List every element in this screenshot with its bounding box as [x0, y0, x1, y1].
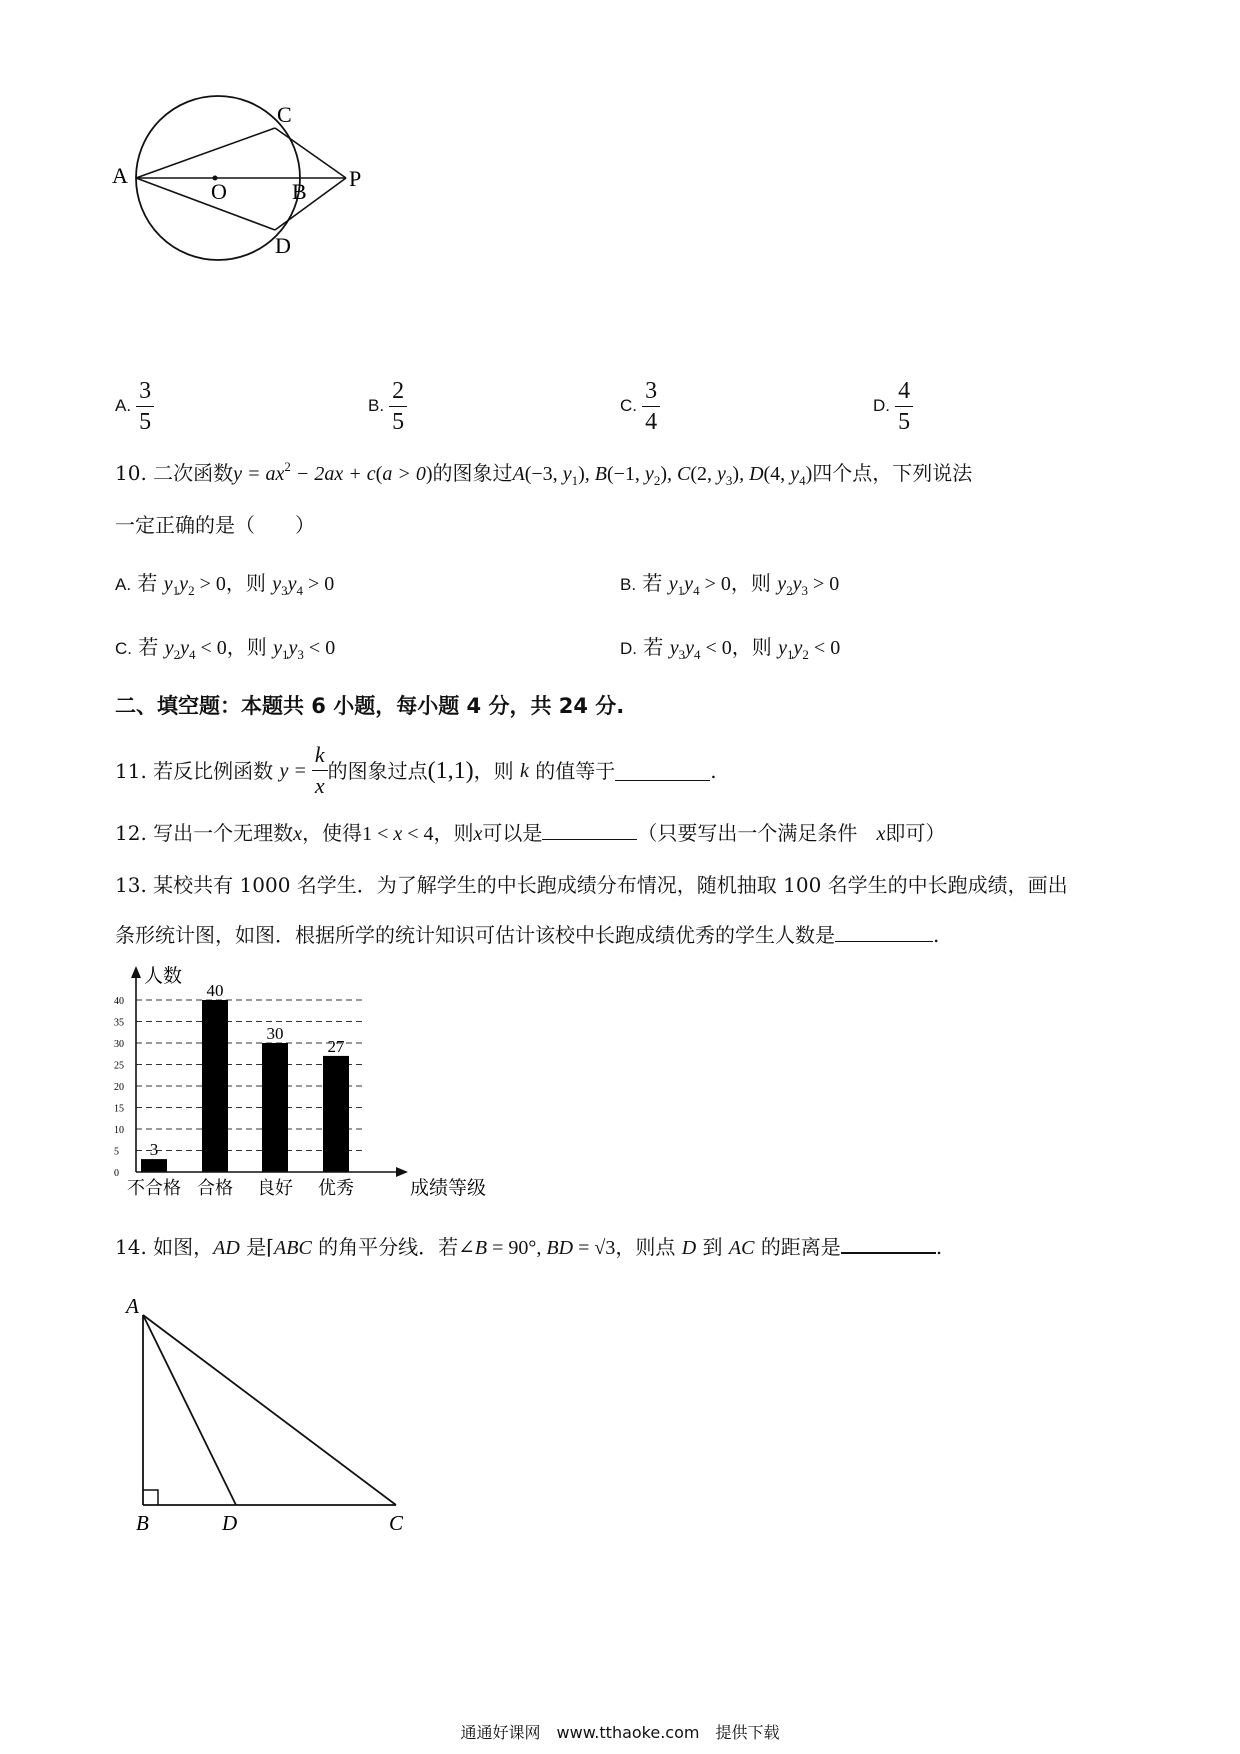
q12-inequality: 1 < x < 4 [362, 823, 434, 845]
q12-answer-blank[interactable] [542, 819, 637, 840]
bar [323, 1056, 349, 1172]
q10-option-b[interactable] [620, 568, 839, 606]
q13-answer-blank[interactable] [835, 921, 933, 942]
q12-text-e: （只要写出一个满足条件 [637, 821, 858, 845]
label-o: O [211, 179, 227, 204]
q9-option-d[interactable] [873, 378, 913, 435]
q11-end: . [710, 758, 717, 783]
q14-end: . [935, 1235, 943, 1259]
label-d: D [222, 1511, 238, 1535]
y-tick-label: 20 [114, 1082, 124, 1093]
label-a: A [112, 163, 128, 188]
q14-text-a: 如图， [153, 1235, 214, 1259]
option-label: B. [368, 396, 385, 415]
category-label: 合格 [197, 1178, 233, 1199]
x-axis-label: 成绩等级 [410, 1177, 487, 1199]
denominator: 4 [645, 409, 658, 435]
y-tick-label: 0 [114, 1168, 119, 1179]
question-number: 10. [115, 461, 147, 485]
q14-ad: AD [213, 1237, 240, 1259]
option-condition: $y_1y_2 > 0$ [163, 573, 226, 598]
option-if: 若 [138, 635, 159, 659]
q11-fraction: $\frac{k}{x}$ [312, 742, 328, 799]
q12-text-f: 即可） [885, 821, 946, 845]
y-tick-label: 5 [114, 1146, 119, 1158]
q14-ac: AC [728, 1237, 755, 1259]
q14-condition: ∠B = 90°, BD = √3 [458, 1237, 616, 1259]
option-then: ，则 [730, 571, 771, 595]
y-tick-label: 40 [114, 996, 124, 1007]
q14 [115, 1232, 942, 1263]
option-condition: $y_3y_4 < 0$ [669, 637, 732, 662]
bar [202, 1000, 228, 1172]
right-angle-mark [143, 1490, 158, 1505]
q10-suffix: 四个点，下列说法 [812, 461, 973, 485]
q10-stem [115, 452, 1135, 496]
triangle-figure [118, 1290, 418, 1540]
q11-text-a: 若反比例函数 [153, 758, 274, 783]
label-c: C [277, 102, 292, 127]
q11-k: k [520, 759, 529, 782]
bar-value-label: 40 [206, 981, 224, 1000]
option-label: D. [873, 396, 890, 415]
option-fraction [895, 378, 913, 435]
q10-option-c[interactable] [115, 632, 335, 670]
chart-data-labels [150, 981, 345, 1159]
numerator: 3 [642, 378, 660, 407]
q12-x: x [293, 823, 303, 845]
option-then: ，则 [731, 635, 772, 659]
segment-dp [275, 178, 346, 230]
label-c: C [389, 1511, 404, 1535]
q12-x2: x [473, 823, 483, 845]
bar-value-label: 3 [149, 1140, 159, 1160]
category-label: 良好 [257, 1178, 293, 1199]
option-result: $y_2y_3 > 0$ [777, 573, 840, 598]
q10-points: A(−3, $y_1$), B(−1, $y_2$), C(2, $y_3$), D(4, $y_4$) [512, 463, 813, 488]
label-b: B [136, 1511, 149, 1535]
option-result: $y_3y_4 > 0$ [272, 573, 335, 598]
option-result: $y_1y_2 < 0$ [778, 637, 841, 662]
label-p: P [349, 166, 362, 191]
option-label: D. [620, 639, 637, 658]
bar [141, 1159, 167, 1172]
option-then: ，则 [226, 635, 267, 659]
segment-ad [143, 1315, 236, 1505]
q10-function: $y = ax^2 - 2ax + c(a > 0)$ [233, 459, 433, 485]
q13-text-line2: 条形统计图，如图．根据所学的统计知识可估计该校中长跑成绩优秀的学生人数是 [115, 923, 835, 947]
q14-triangle: ⌈ABC [266, 1237, 312, 1259]
circle-figure [112, 95, 400, 295]
q10-line2: 一定正确的是（ ） [115, 513, 315, 537]
q11-text-b: 的图象过点 [327, 758, 428, 783]
section-title: 二、填空题：本题共 6 小题，每小题 4 分，共 24 分. [115, 694, 625, 718]
x-axis-arrow [396, 1167, 408, 1177]
option-condition: $y_1y_4 > 0$ [668, 573, 731, 598]
q10-middle: 的图象过 [432, 461, 513, 485]
footer-watermark: 通通好课网 www.tthaoke.com 提供下载 [460, 1723, 780, 1742]
q12-text-d: 可以是 [482, 821, 543, 845]
q13-line1 [115, 870, 1068, 900]
segment-ad [136, 178, 275, 230]
segment-cp [275, 128, 346, 178]
option-if: 若 [137, 571, 158, 595]
q9-option-c[interactable] [620, 378, 660, 435]
option-then: ，则 [225, 571, 266, 595]
q11-answer-blank[interactable] [615, 760, 710, 781]
q9-option-a[interactable] [115, 378, 154, 435]
y-tick-label: 10 [114, 1125, 124, 1136]
q13-end: . [933, 923, 940, 947]
question-number: 11. [115, 758, 147, 783]
y-tick-label: 30 [114, 1039, 124, 1050]
question-number: 14. [115, 1235, 147, 1259]
q11-function: y = [279, 759, 312, 782]
category-label: 不合格 [127, 1178, 181, 1199]
bar-value-label: 27 [327, 1036, 345, 1056]
option-label: C. [115, 639, 132, 658]
question-number: 13. [115, 873, 147, 897]
q14-d: D [681, 1237, 697, 1259]
option-label: B. [620, 575, 637, 594]
option-label: A. [115, 575, 132, 594]
y-tick-label: 35 [114, 1017, 124, 1029]
q14-answer-blank[interactable] [841, 1232, 936, 1254]
q14-text-e: 到 [702, 1235, 723, 1259]
denominator: 5 [139, 409, 152, 435]
q13-line2 [115, 920, 939, 950]
option-if: 若 [642, 571, 663, 595]
y-tick-label: 15 [114, 1103, 124, 1115]
q13-text-line1: 某校共有 1000 名学生．为了解学生的中长跑成绩分布情况，随机抽取 100 名学生的中长跑成绩，画出 [153, 873, 1068, 897]
option-label: A. [115, 396, 132, 415]
q14-text-d: ，则点 [615, 1235, 676, 1259]
q12-text-c: ，则 [433, 821, 474, 845]
numerator: 2 [389, 378, 407, 407]
q11 [115, 742, 717, 799]
y-axis-arrow [131, 966, 141, 978]
option-fraction [389, 378, 407, 435]
option-if: 若 [643, 635, 664, 659]
numerator: 3 [136, 378, 154, 407]
label-d: D [275, 233, 291, 258]
q12 [115, 818, 945, 849]
option-fraction [642, 378, 660, 435]
bar-value-label: 30 [266, 1024, 284, 1043]
option-fraction [136, 378, 154, 435]
numerator: 4 [895, 378, 913, 407]
q9-option-b[interactable] [368, 378, 407, 435]
q12-text-a: 写出一个无理数 [153, 821, 294, 845]
option-result: $y_1y_3 < 0$ [273, 637, 336, 662]
y-tick-label: 25 [114, 1060, 124, 1072]
denominator: 5 [898, 409, 911, 435]
q10-option-d[interactable] [620, 632, 840, 670]
q11-point: (1,1) [427, 757, 474, 784]
q14-text-b: 是 [246, 1235, 267, 1259]
q11-text-c: ，则 [473, 758, 514, 783]
q11-text-d: 的值等于 [535, 758, 616, 783]
q12-x3: x [876, 823, 886, 845]
label-a: A [126, 1294, 139, 1318]
option-condition: $y_2y_4 < 0$ [164, 637, 227, 662]
denominator: 5 [392, 409, 405, 435]
q14-text-f: 的距离是 [760, 1235, 841, 1259]
chart-x-categories [127, 1178, 354, 1199]
bar-chart [110, 962, 510, 1202]
question-number: 12. [115, 821, 147, 845]
bar [262, 1043, 288, 1172]
category-label: 优秀 [318, 1178, 354, 1199]
q10-option-a[interactable] [115, 568, 334, 606]
label-b: B [292, 179, 307, 204]
segment-ac [143, 1315, 396, 1505]
option-label: C. [620, 396, 637, 415]
q14-text-c: 的角平分线．若 [318, 1235, 459, 1259]
q10-prefix: 二次函数 [153, 461, 234, 485]
segment-ac [136, 128, 275, 178]
chart-y-ticks [114, 996, 124, 1179]
y-axis-label: 人数 [144, 965, 183, 987]
q12-text-b: ，使得 [302, 821, 363, 845]
